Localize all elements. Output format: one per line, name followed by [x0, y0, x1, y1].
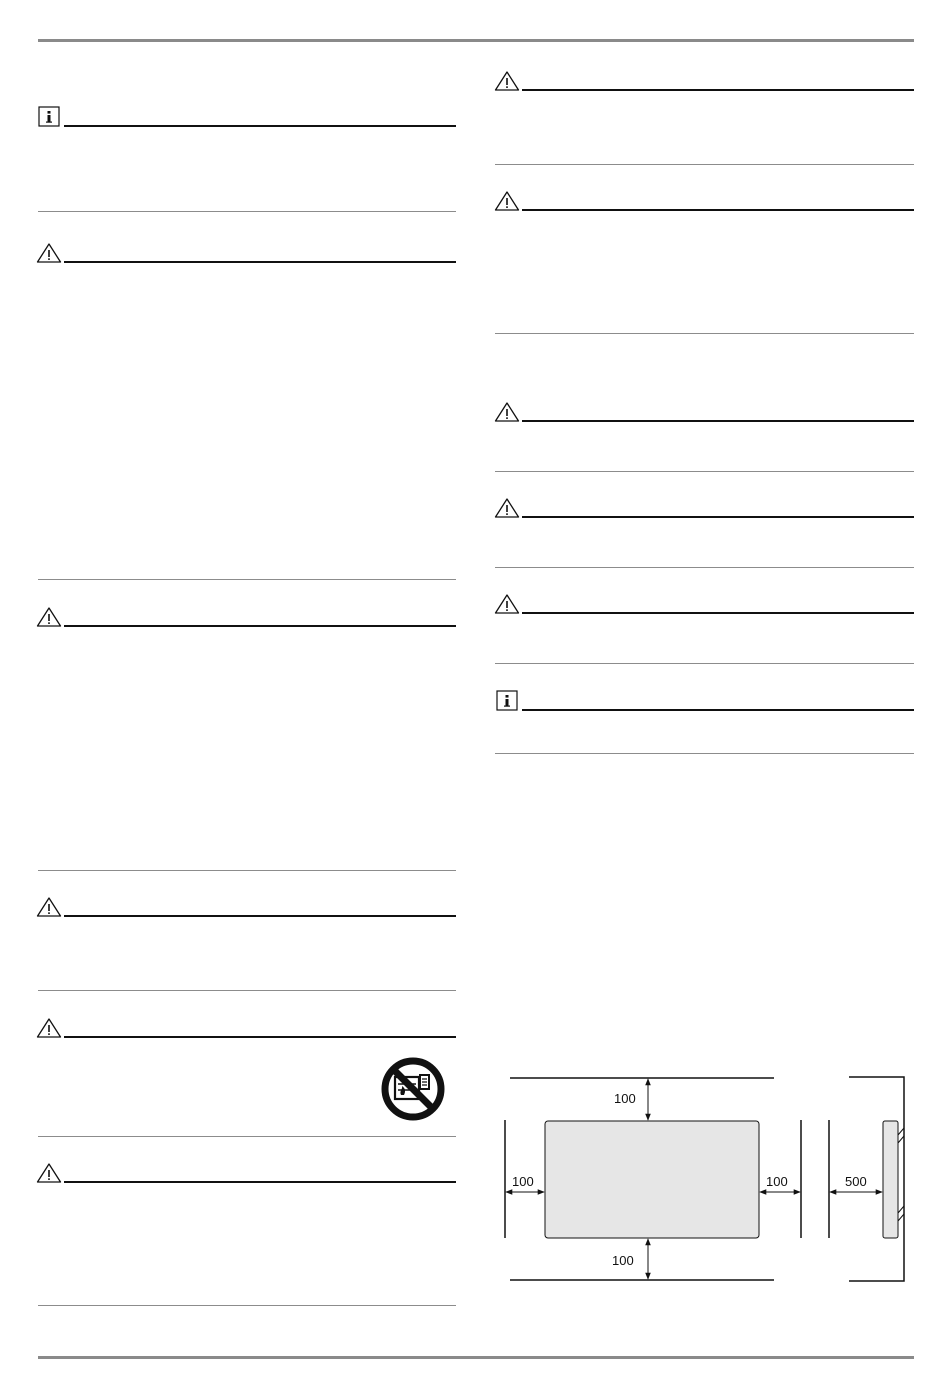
header-rule	[38, 39, 914, 42]
clearance-right-label: 100	[766, 1174, 788, 1189]
clearance-left-label: 100	[512, 1174, 534, 1189]
section-divider	[495, 567, 914, 568]
section-divider	[495, 663, 914, 664]
clearance-top-label: 100	[614, 1091, 636, 1106]
warning-triangle-icon	[36, 242, 62, 264]
section-heading-rule	[64, 915, 456, 917]
section-divider	[38, 870, 456, 871]
warning-triangle-icon	[36, 1162, 62, 1184]
section-divider	[38, 990, 456, 991]
installation-clearance-diagram	[490, 1065, 915, 1295]
heater-side-profile	[883, 1121, 898, 1238]
warning-triangle-icon	[494, 497, 520, 519]
section-heading-rule	[522, 89, 914, 91]
section-heading-rule	[522, 709, 914, 711]
warning-triangle-icon	[494, 190, 520, 212]
clearance-bottom-label: 100	[612, 1253, 634, 1268]
section-heading-rule	[522, 612, 914, 614]
section-heading-rule	[64, 1036, 456, 1038]
section-heading-rule	[522, 420, 914, 422]
section-divider	[38, 1305, 456, 1306]
section-heading-rule	[64, 261, 456, 263]
info-icon	[38, 106, 64, 128]
warning-triangle-icon	[36, 606, 62, 628]
side-view	[829, 1077, 904, 1281]
warning-triangle-icon	[36, 896, 62, 918]
warning-triangle-icon	[494, 70, 520, 92]
info-icon	[496, 690, 522, 712]
section-heading-rule	[522, 209, 914, 211]
section-divider	[38, 1136, 456, 1137]
warning-triangle-icon	[36, 1017, 62, 1039]
section-divider	[495, 753, 914, 754]
section-divider	[495, 333, 914, 334]
section-divider	[495, 471, 914, 472]
warning-triangle-icon	[494, 401, 520, 423]
section-heading-rule	[64, 1181, 456, 1183]
no-burning-waste-icon	[380, 1056, 446, 1122]
section-divider	[38, 211, 456, 212]
section-heading-rule	[64, 625, 456, 627]
heater-panel	[545, 1121, 759, 1238]
footer-rule	[38, 1356, 914, 1359]
warning-triangle-icon	[494, 593, 520, 615]
section-heading-rule	[522, 516, 914, 518]
front-view	[505, 1078, 801, 1280]
section-divider	[495, 164, 914, 165]
clearance-front-label: 500	[845, 1174, 867, 1189]
section-divider	[38, 579, 456, 580]
section-heading-rule	[64, 125, 456, 127]
